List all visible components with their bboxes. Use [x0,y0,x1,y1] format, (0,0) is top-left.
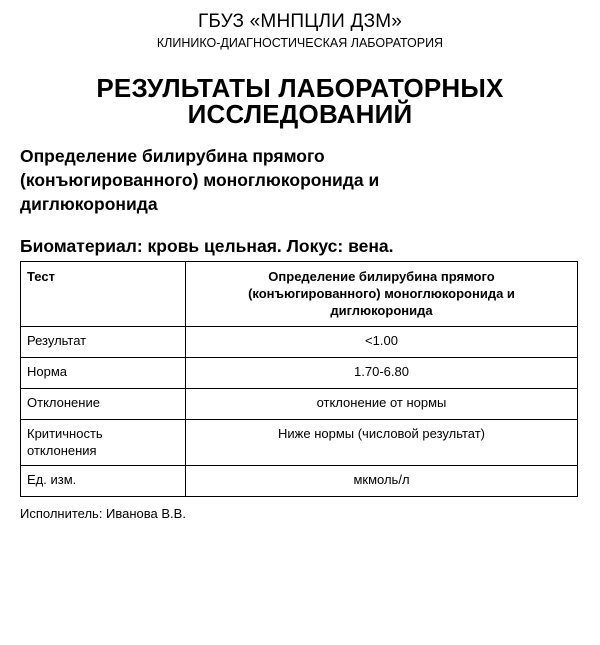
header-label-cell: Тест [21,262,186,327]
table-row-deviation [21,389,578,420]
header-value-line-2: (конъюгированного) моноглюкоронида и [248,286,515,301]
row-label: Норма [21,358,186,389]
row-value: мкмоль/л [186,466,578,497]
row-value: Ниже нормы (числовой результат) [186,420,578,466]
organization-name: ГБУЗ «МНПЦЛИ ДЗМ» [197,11,403,32]
row-label: Ед. изм. [21,466,186,497]
test-heading-line-2: (конъюгированного) моноглюкоронида и [20,170,380,190]
row-label-line-1: Критичность [27,426,103,441]
row-label [21,420,186,466]
table-header-row [21,262,578,327]
header-value-line-3: диглюкоронида [330,303,433,318]
test-heading [20,144,580,216]
results-table [20,261,578,497]
table-row-units [21,466,578,497]
row-label: Результат [21,327,186,358]
test-heading-line-3: диглюкоронида [20,194,158,214]
row-value: 1.70-6.80 [186,358,578,389]
test-heading-line-1: Определение билирубина прямого [20,146,325,166]
header-value-cell [186,262,578,327]
performer-info: Исполнитель: Иванова В.В. [20,506,186,521]
laboratory-name: КЛИНИКО-ДИАГНОСТИЧЕСКАЯ ЛАБОРАТОРИЯ [156,36,444,50]
document-title-line-1: РЕЗУЛЬТАТЫ ЛАБОРАТОРНЫХ [96,73,504,103]
lab-report-page [0,11,600,645]
row-label-line-2: отклонения [27,443,97,458]
table-row-norm [21,358,578,389]
header-value-line-1: Определение билирубина прямого [268,269,495,284]
document-title [20,75,580,127]
row-value: отклонение от нормы [186,389,578,420]
table-row-result [21,327,578,358]
document-title-line-2: ИССЛЕДОВАНИЙ [187,99,413,129]
table-row-criticality [21,420,578,466]
row-value: <1.00 [186,327,578,358]
biomaterial-info: Биоматериал: кровь цельная. Локус: вена. [20,236,394,256]
row-label: Отклонение [21,389,186,420]
